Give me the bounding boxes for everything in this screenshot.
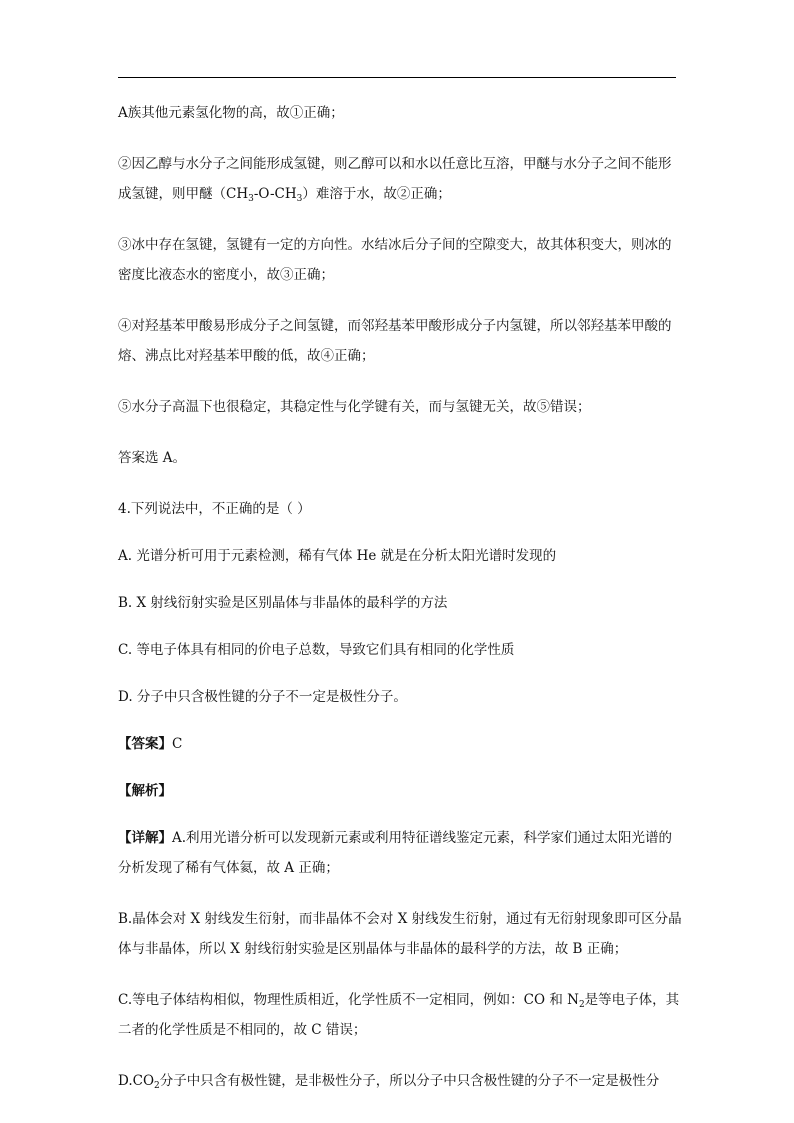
detail-c-text-1: C.等电子体结构相似，物理性质相近，化学性质不一定相同，例如：CO 和 N bbox=[118, 992, 579, 1008]
p2-text-c: ）难溶于水，故②正确； bbox=[302, 186, 451, 202]
header-rule bbox=[118, 77, 676, 78]
detail-c-text-2: 是等电子体，其二者的化学性质是不相同的，故 C 错误； bbox=[118, 992, 680, 1038]
answer-line bbox=[118, 729, 684, 759]
detail-b: B.晶体会对 X 射线发生衍射，而非晶体不会对 X 射线发生衍射，通过有无衍射现象即可区分晶体与非晶体，所以 X 射线衍射实验是区别晶体与非晶体的最科学的方法，故 B 正确； bbox=[118, 911, 682, 957]
document-body bbox=[118, 98, 684, 1117]
paragraph-2 bbox=[118, 149, 684, 209]
p2-sub-1: 3 bbox=[248, 194, 254, 204]
detail-label: 【详解】 bbox=[118, 830, 172, 846]
p2-text-b: -O-CH bbox=[253, 186, 297, 202]
paragraph-3: ③冰中存在氢键，氢键有一定的方向性。水结冰后分子间的空隙变大，故其体积变大，则冰的密度比液态水的密度小，故③正确； bbox=[118, 237, 672, 283]
detail-d bbox=[118, 1066, 684, 1096]
question-stem: 4.下列说法中，不正确的是（ ） bbox=[118, 501, 311, 517]
paragraph-1: A族其他元素氢化物的高，故①正确； bbox=[118, 105, 344, 121]
paragraph-5: ⑤水分子高温下也很稳定，其稳定性与化学键有关，而与氢键无关，故⑤错误； bbox=[118, 399, 591, 415]
answer-label: 【答案】 bbox=[118, 736, 172, 752]
detail-a bbox=[118, 823, 684, 883]
option-b: B. X 射线衍射实验是区别晶体与非晶体的最科学的方法 bbox=[118, 595, 448, 611]
option-d: D. 分子中只含极性键的分子不一定是极性分子。 bbox=[118, 689, 407, 705]
detail-d-text-2: 分子中只含有极性键，是非极性分子，所以分子中只含极性键的分子不一定是极性分 bbox=[159, 1073, 660, 1089]
option-a: A. 光谱分析可用于元素检测，稀有气体 He 就是在分析太阳光谱时发现的 bbox=[118, 548, 557, 564]
detail-c-sub: 2 bbox=[578, 1000, 585, 1010]
paragraph-6: 答案选 A。 bbox=[118, 450, 187, 466]
detail-a-text: A.利用光谱分析可以发现新元素或利用特征谱线鉴定元素，科学家们通过太阳光谱的分析发现了稀有气体氦，故 A 正确； bbox=[118, 830, 673, 876]
detail-d-sub: 2 bbox=[154, 1081, 160, 1091]
answer-value: C bbox=[172, 736, 183, 752]
p2-text-a: ②因乙醇与水分子之间能形成氢键，则乙醇可以和水以任意比互溶，甲醚与水分子之间不能形成氢键，则甲醚（CH bbox=[118, 156, 672, 202]
paragraph-4: ④对羟基苯甲酸易形成分子之间氢键，而邻羟基苯甲酸形成分子内氢键，所以邻羟基苯甲酸的熔、沸点比对羟基苯甲酸的低，故④正确； bbox=[118, 318, 672, 364]
detail-c bbox=[118, 985, 684, 1045]
detail-d-text-1: D.CO bbox=[118, 1073, 155, 1089]
option-c: C. 等电子体具有相同的价电子总数，导致它们具有相同的化学性质 bbox=[118, 642, 515, 658]
analysis-label: 【解析】 bbox=[118, 783, 172, 799]
p2-sub-2: 3 bbox=[296, 194, 303, 204]
